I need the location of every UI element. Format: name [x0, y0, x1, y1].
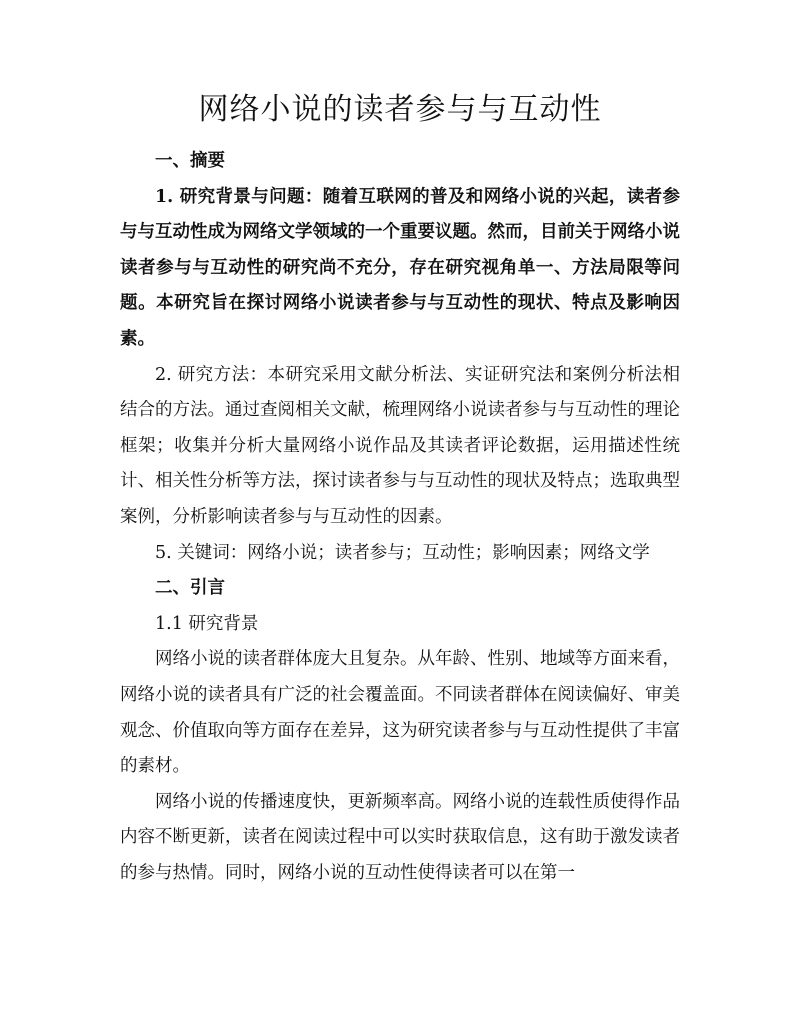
body-paragraph: 网络小说的传播速度快，更新频率高。网络小说的连载性质使得作品内容不断更新，读者在阅读过程中可以实时获取信息，这有助于激发读者的参与热情。同时，网络小说的互动性使得读者可以在第一	[120, 791, 680, 883]
body-paragraph: 网络小说的读者群体庞大且复杂。从年龄、性别、地域等方面来看，网络小说的读者具有广泛的社会覆盖面。不同读者群体在阅读偏好、审美观念、价值取向等方面存在差异，这为研究读者参与与互动性提供了丰富的素材。	[120, 649, 680, 777]
section-heading-introduction: 二、引言	[155, 578, 225, 599]
section-heading-abstract: 一、摘要	[155, 151, 225, 171]
document-body	[120, 144, 680, 891]
keywords-paragraph: 5. 关键词：网络小说；读者参与；互动性；影响因素；网络文学	[155, 542, 650, 563]
subsection-heading-research-background: 1.1 研究背景	[155, 613, 259, 634]
abstract-methods-paragraph: 2. 研究方法：本研究采用文献分析法、实证研究法和案例分析法相结合的方法。通过查阅相关文献，梳理网络小说读者参与与互动性的理论框架；收集并分析大量网络小说作品及其读者评论数据，运用描述性统计、相关性分析等方法，探讨读者参与与互动性的现状及特点；选取典型案例，分析影响读者参与与互动性的因素。	[120, 364, 680, 527]
abstract-background-paragraph: 1. 研究背景与问题：随着互联网的普及和网络小说的兴起，读者参与与互动性成为网络文学领域的一个重要议题。然而，目前关于网络小说读者参与与互动性的研究尚不充分，存在研究视角单一、方法局限等问题。本研究旨在探讨网络小说读者参与与互动性的现状、特点及影响因素。	[120, 186, 680, 349]
document-title: 网络小说的读者参与与互动性	[198, 92, 602, 127]
